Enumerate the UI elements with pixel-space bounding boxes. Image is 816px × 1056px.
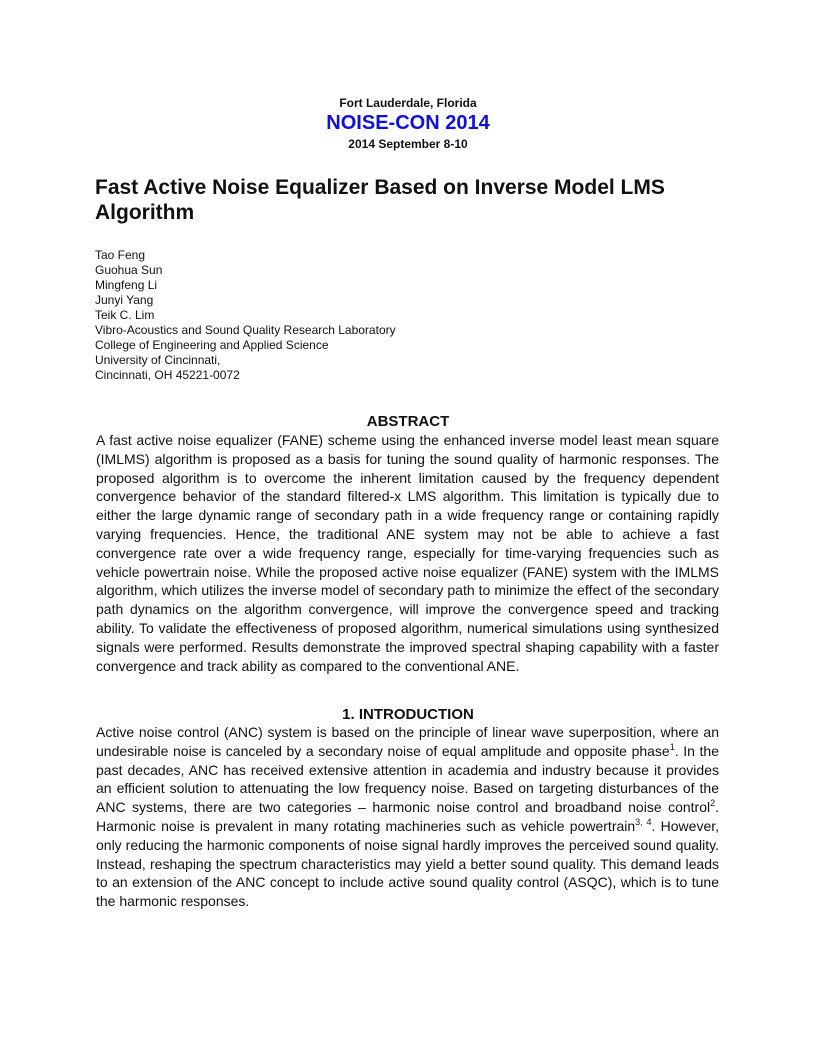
intro-text-segment: . However, only reducing the harmonic components of noise signal hardly improves the perceived sound quality. Instead, reshaping the spectrum characteristics may yield a better sound quality. This demand leads to an extension of the ANC concept to include active sound quality control (ASQC), which is to tune the harmonic responses. [96, 817, 720, 910]
introduction-heading: 1. INTRODUCTION [342, 706, 474, 723]
author-name: Mingfeng Li [95, 278, 158, 292]
author-name: Guohua Sun [95, 263, 163, 277]
abstract-heading: ABSTRACT [366, 413, 450, 430]
introduction-text [96, 723, 719, 911]
intro-text-segment: . In the past decades, ANC has received extensive attention in academia and industry because it provides an efficient solution to attenuating the low frequency noise. Based on targeting disturbances of the ANC systems, there are two categories – harmonic noise control and broadband noise control [96, 742, 719, 816]
intro-text-segment: Active noise control (ANC) system is based on the principle of linear wave superposition, where an undesirable noise is canceled by a secondary noise of equal amplitude and opposite phase [96, 724, 719, 759]
affiliation-line: Cincinnati, OH 45221-0072 [95, 368, 240, 382]
conference-date: 2014 September 8-10 [348, 137, 468, 151]
author-name: Teik C. Lim [95, 308, 155, 322]
affiliation-line: University of Cincinnati, [95, 353, 221, 367]
citation-superscript: 2 [710, 798, 716, 809]
conference-location: Fort Lauderdale, Florida [339, 96, 477, 110]
abstract-text: A fast active noise equalizer (FANE) scheme using the enhanced inverse model least mean square (IMLMS) algorithm is proposed as a basis for tuning the sound quality of harmonic responses. The proposed algorithm is to overcome the inherent limitation caused by the frequency dependent convergence behavior of the standard filtered-x LMS algorithm. This limitation is typically due to either the large dynamic range of secondary path in a wide frequency range or containing rapidly varying frequencies. Hence, the traditional ANE system may not be able to achieve a fast convergence rate over a wide frequency range, especially for time-varying frequencies such as vehicle powertrain noise. While the proposed active noise equalizer (FANE) system with the IMLMS algorithm, which utilizes the inverse model of secondary path to minimize the effect of the secondary path dynamics on the algorithm convergence, will improve the convergence speed and tracking ability. To validate the effectiveness of proposed algorithm, numerical simulations using synthesized signals were performed. Results demonstrate the improved spectral shaping capability with a faster convergence and track ability as compared to the conventional ANE. [96, 432, 719, 674]
citation-superscript: 3, 4 [635, 816, 652, 827]
author-block [95, 248, 396, 383]
author-name: Tao Feng [95, 248, 146, 262]
author-name: Junyi Yang [95, 293, 154, 307]
intro-text-segment: . Harmonic noise is prevalent in many rotating machineries such as vehicle powertrain [96, 799, 719, 834]
affiliation-line: Vibro-Acoustics and Sound Quality Research Laboratory [95, 323, 396, 337]
conference-name: NOISE-CON 2014 [326, 112, 490, 134]
paper-title: Fast Active Noise Equalizer Based on Inverse Model LMS Algorithm [95, 176, 665, 224]
citation-superscript: 1 [669, 741, 675, 752]
affiliation-line: College of Engineering and Applied Science [95, 338, 329, 352]
